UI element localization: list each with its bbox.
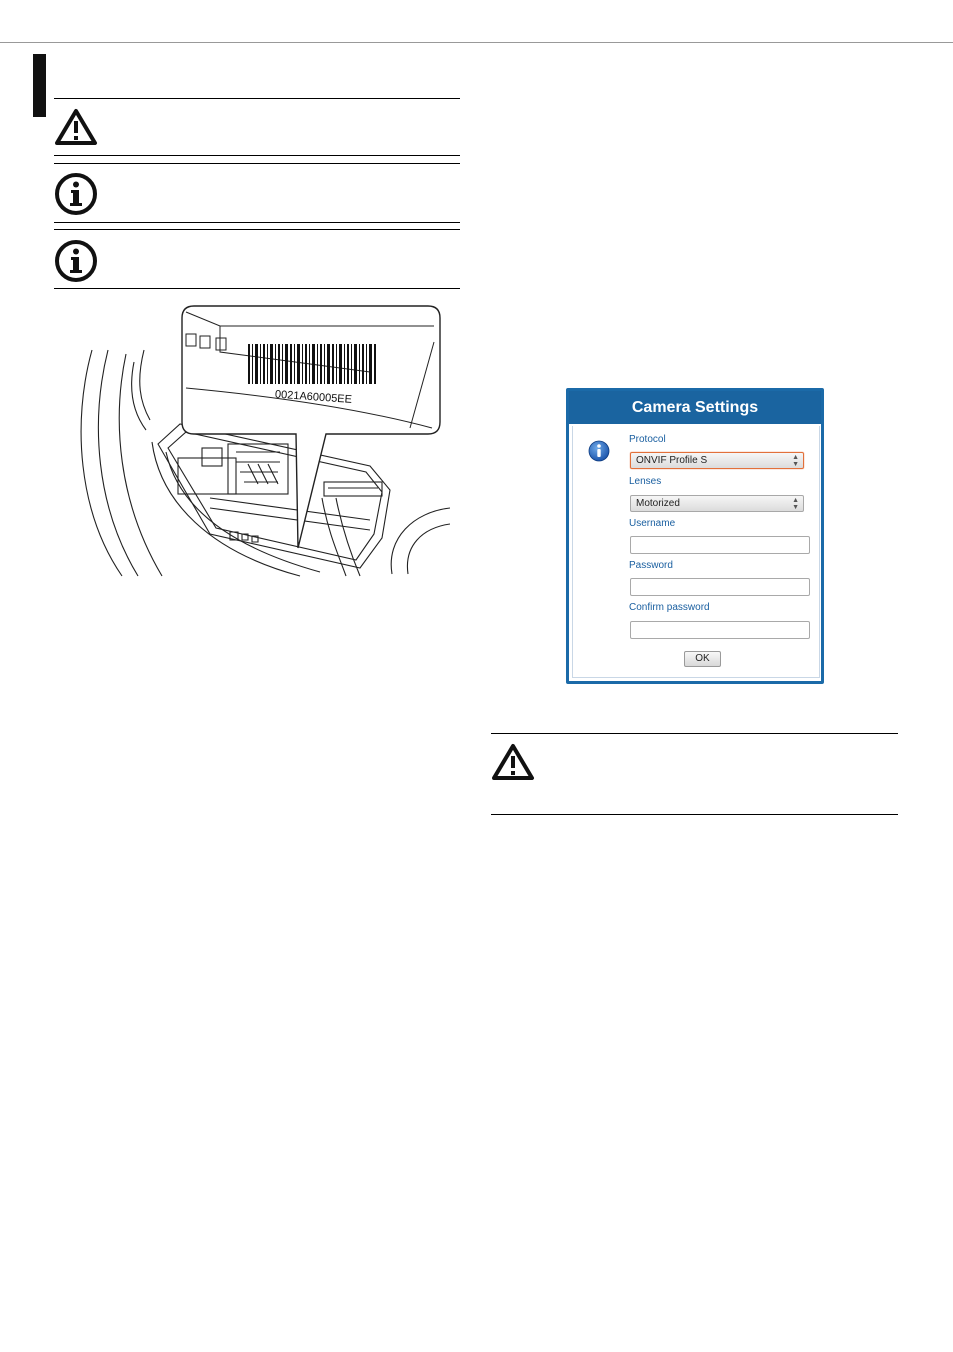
- barcode: [248, 344, 376, 384]
- lenses-label: Lenses: [629, 476, 662, 487]
- password-input[interactable]: [630, 578, 810, 596]
- protocol-select-value: ONVIF Profile S: [636, 455, 708, 466]
- serial-label: 0021A60005EE: [274, 388, 353, 406]
- confirm-password-label: Confirm password: [629, 602, 710, 613]
- select-arrows-icon: ▲ ▼: [792, 454, 799, 468]
- camera-mac-label-figure: [70, 302, 450, 578]
- password-label: Password: [629, 560, 673, 571]
- protocol-label: Protocol: [629, 434, 666, 445]
- dialog-title: Camera Settings: [569, 391, 821, 426]
- protocol-select[interactable]: [630, 452, 804, 469]
- warning-note: [54, 98, 460, 156]
- ok-button[interactable]: OK: [684, 651, 721, 667]
- info-icon: [54, 239, 98, 283]
- confirm-password-input[interactable]: [630, 621, 810, 639]
- username-input[interactable]: [630, 536, 810, 554]
- header-rule: [0, 42, 953, 43]
- warning-icon: [54, 108, 98, 146]
- warning-icon: [491, 743, 535, 781]
- dialog-body: [572, 426, 820, 678]
- info-icon: [588, 440, 610, 462]
- info-note-1: [54, 163, 460, 223]
- camera-settings-dialog: [566, 388, 824, 684]
- lenses-select-value: Motorized: [636, 498, 680, 509]
- warning-note-right: [491, 733, 898, 815]
- info-icon: [54, 172, 98, 216]
- section-edge-tab: [33, 54, 46, 117]
- info-note-2: [54, 229, 460, 289]
- select-arrows-icon: ▲ ▼: [792, 497, 799, 511]
- lenses-select[interactable]: [630, 495, 804, 512]
- username-label: Username: [629, 518, 676, 529]
